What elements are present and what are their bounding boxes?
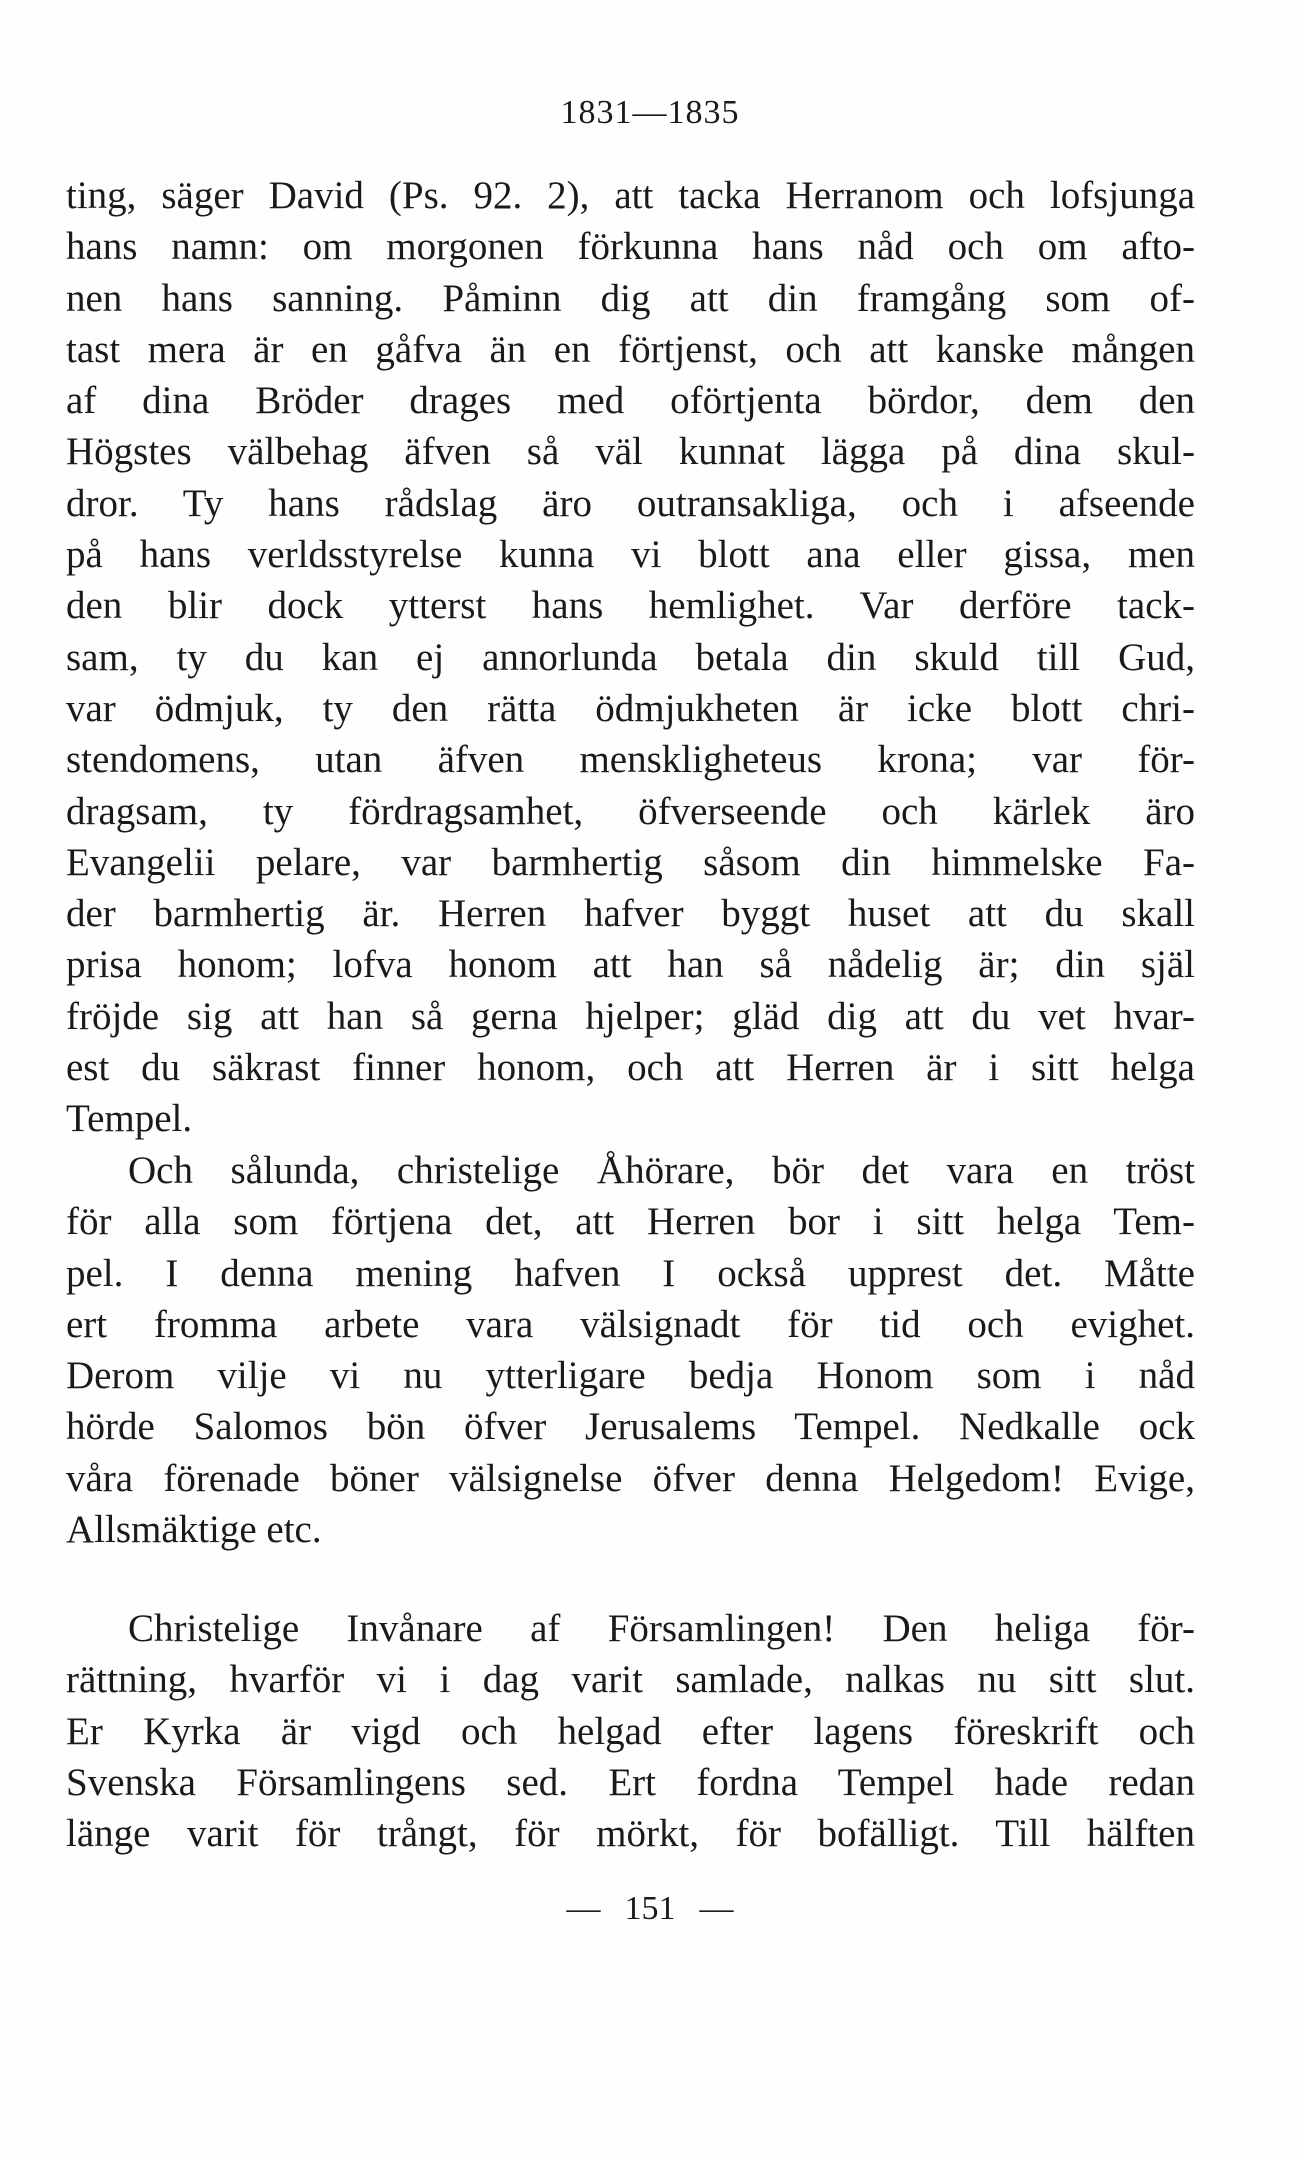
text-line: af dina Bröder drages med oförtjenta bördor, dem den	[66, 379, 1195, 423]
text-line: var ödmjuk, ty den rätta ödmjukheten är icke blott chri-	[66, 686, 1195, 730]
text-line: Er Kyrka är vigd och helgad efter lagens föreskrift och	[66, 1709, 1195, 1753]
text-line: tast mera är en gåfva än en förtjenst, och att kanske mången	[66, 327, 1195, 371]
page-footer	[0, 1890, 1300, 1928]
text-line: fröjde sig att han så gerna hjelper; gläd dig att du vet hvar-	[66, 994, 1195, 1038]
running-header	[0, 94, 1300, 132]
text-line: sam, ty du kan ej annorlunda betala din skuld till Gud,	[66, 635, 1195, 679]
text-line: dror. Ty hans rådslag äro outransakliga, och i afseende	[66, 481, 1195, 525]
footer-dash-right: —	[699, 1890, 734, 1927]
text-line: Derom vilje vi nu ytterligare bedja Honom som i nåd	[66, 1354, 1195, 1398]
text-line: Högstes välbehag äfven så väl kunnat lägga på dina skul-	[66, 430, 1195, 474]
text-line: Evangelii pelare, var barmhertig såsom din himmelske Fa-	[66, 840, 1195, 884]
text-line: Svenska Församlingens sed. Ert fordna Tempel hade redan	[66, 1760, 1195, 1804]
text-line: nen hans sanning. Påminn dig att din framgång som of-	[66, 276, 1195, 320]
text-line: ert fromma arbete vara välsignadt för tid och evighet.	[66, 1302, 1195, 1346]
text-line: est du säkrast finner honom, och att Herren är i sitt helga	[66, 1046, 1195, 1090]
text-line: Och sålunda, christelige Åhörare, bör det vara en tröst	[128, 1149, 1195, 1192]
text-line: Allsmäktige etc.	[66, 1508, 322, 1552]
text-line: pel. I denna mening hafven I också upprest det. Måtte	[66, 1251, 1195, 1295]
footer-dash-left: —	[566, 1890, 601, 1927]
text-line: stendomens, utan äfven menskligheteus krona; var för-	[66, 738, 1195, 782]
text-line: ting, säger David (Ps. 92. 2), att tacka Herranom och lofsjunga	[66, 174, 1195, 217]
text-line: länge varit för trångt, för mörkt, för bofälligt. Till hälften	[66, 1812, 1195, 1856]
text-line: på hans verldsstyrelse kunna vi blott ana eller gissa, men	[66, 533, 1195, 577]
paragraph-2	[66, 1145, 1195, 1555]
text-line: rättning, hvarför vi i dag varit samlade, nalkas nu sitt slut.	[66, 1658, 1195, 1702]
text-line: dragsam, ty fördragsamhet, öfverseende och kärlek äro	[66, 789, 1195, 833]
text-line: för alla som förtjena det, att Herren bor i sitt helga Tem-	[66, 1200, 1195, 1244]
paragraph-1	[66, 170, 1195, 1145]
text-line: prisa honom; lofva honom att han så nådelig är; din själ	[66, 943, 1195, 987]
text-line: Christelige Invånare af Församlingen! Den heliga för-	[128, 1607, 1195, 1650]
text-line: våra förenade böner välsignelse öfver denna Helgedom! Evige,	[66, 1456, 1195, 1500]
paragraph-3	[66, 1603, 1195, 1859]
running-title: 1831—1835	[560, 94, 740, 131]
page-number: 151	[624, 1890, 676, 1927]
text-line: Tempel.	[66, 1097, 193, 1141]
text-line: hörde Salomos bön öfver Jerusalems Tempel. Nedkalle ock	[66, 1405, 1195, 1449]
text-line: hans namn: om morgonen förkunna hans nåd och om afto-	[66, 225, 1195, 269]
text-line: der barmhertig är. Herren hafver byggt huset att du skall	[66, 892, 1195, 936]
text-line: den blir dock ytterst hans hemlighet. Var derföre tack-	[66, 584, 1195, 628]
